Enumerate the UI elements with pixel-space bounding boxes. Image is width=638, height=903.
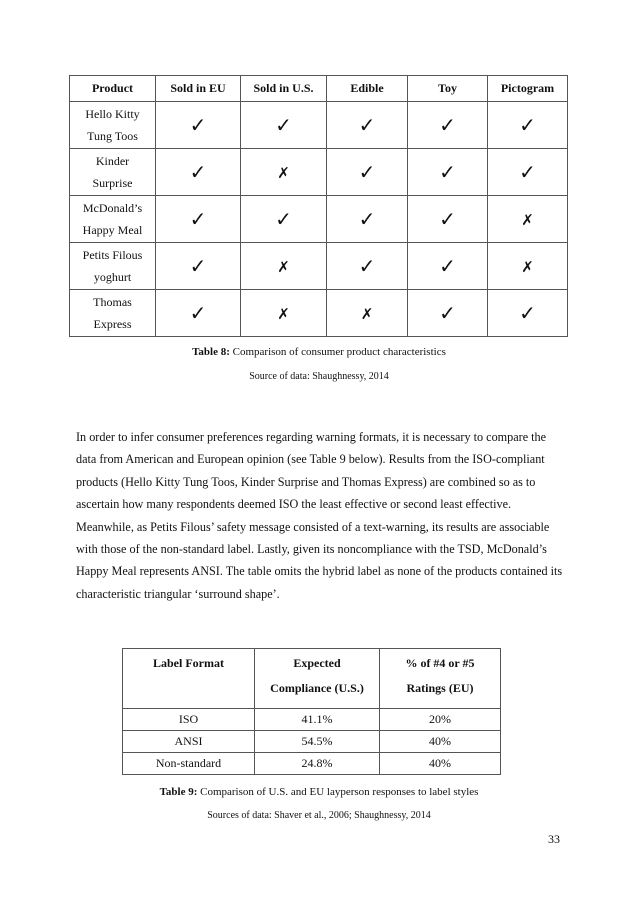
product-name-cell (70, 102, 156, 149)
label-format-table (122, 648, 501, 775)
table-cell (241, 149, 327, 196)
column-header: Toy (408, 76, 488, 102)
header-line: Expected (293, 656, 341, 670)
table-cell (408, 290, 488, 337)
table-row (70, 149, 568, 196)
table-cell (327, 290, 408, 337)
header-label: Label Format (153, 656, 224, 670)
product-name-cell (70, 196, 156, 243)
table-cell (408, 196, 488, 243)
check-mark-icon: ✓ (439, 253, 456, 278)
table-8-caption (0, 346, 638, 358)
check-mark-icon: ✓ (189, 300, 207, 325)
table-row (70, 196, 568, 243)
check-mark-icon: ✓ (439, 112, 456, 137)
product-name-line: Happy Meal (82, 223, 143, 237)
product-comparison-table (69, 75, 568, 337)
cross-mark-icon: ✗ (277, 304, 290, 323)
cross-mark-icon: ✗ (277, 163, 290, 182)
table-8-source: Source of data: Shaughnessy, 2014 (249, 371, 389, 382)
page-number: 33 (548, 832, 560, 846)
table-row (70, 243, 568, 290)
cross-mark-icon: ✗ (277, 257, 290, 276)
check-mark-icon: ✓ (189, 206, 207, 231)
column-header: Product (70, 76, 156, 102)
table-cell (488, 102, 568, 149)
table-cell: 54.5% (255, 731, 380, 753)
product-name-cell (70, 243, 156, 290)
table-cell: 41.1% (255, 709, 380, 731)
header-line: % of #4 or #5 (405, 656, 475, 670)
check-mark-icon: ✓ (189, 159, 207, 184)
product-name-line: yoghurt (93, 270, 132, 284)
product-name-line: Kinder (95, 154, 130, 168)
header-line: Ratings (EU) (406, 681, 474, 695)
column-header: Sold in U.S. (241, 76, 327, 102)
table-cell: ANSI (123, 731, 255, 753)
paragraph-text: In order to infer consumer preferences regarding warning formats, it is necessary to compare the data from American and European opinion (see Table 9 below). Results from the ISO-compliant products (Hello Kitty Tung Toos, Kinder Surprise and Thomas Express) are combined so as to ascertain how many respondents deemed ISO the least effective or second least effective. Meanwhile, as Petits Filous’ safety message consisted of a text-warning, its results are associable with those of the non-standard label. Lastly, given its noncompliance with the TSD, McDonald’s Happy Meal represents ANSI. The table omits the hybrid label as none of the products contained its characteristic triangular ‘surround shape’. (76, 430, 563, 601)
table-cell (241, 290, 327, 337)
check-mark-icon: ✓ (358, 253, 376, 278)
product-name-cell (70, 149, 156, 196)
table-cell: 24.8% (255, 753, 380, 775)
check-mark-icon: ✓ (519, 159, 536, 184)
table-cell (327, 149, 408, 196)
product-name-line: Hello Kitty (85, 107, 140, 121)
table-cell (327, 102, 408, 149)
table-row (123, 709, 501, 731)
product-name-line: Thomas (93, 295, 132, 309)
table-cell (408, 102, 488, 149)
product-name-line: Express (93, 317, 132, 331)
check-mark-icon: ✓ (439, 159, 456, 184)
table-row (123, 753, 501, 775)
table-cell (156, 243, 241, 290)
table-cell (408, 243, 488, 290)
table-cell: 40% (380, 753, 501, 775)
check-mark-icon: ✓ (189, 253, 207, 278)
product-name-line: Surprise (92, 176, 133, 190)
table-cell (241, 243, 327, 290)
table-cell (408, 149, 488, 196)
table-cell: Non-standard (123, 753, 255, 775)
table-header-row (70, 76, 568, 102)
table-cell (327, 243, 408, 290)
check-mark-icon: ✓ (358, 159, 376, 184)
column-header: Edible (327, 76, 408, 102)
check-mark-icon: ✓ (189, 112, 207, 137)
column-header (380, 649, 501, 709)
cross-mark-icon: ✗ (521, 210, 534, 229)
caption-text: Comparison of consumer product characteristics (229, 346, 446, 358)
table-cell (156, 290, 241, 337)
table-cell: 40% (380, 731, 501, 753)
table-row (123, 731, 501, 753)
check-mark-icon: ✓ (275, 112, 292, 137)
table-cell (156, 102, 241, 149)
table-header-row (123, 649, 501, 709)
product-name-line: Tung Toos (87, 129, 138, 143)
table-cell (488, 149, 568, 196)
table-cell (156, 196, 241, 243)
check-mark-icon: ✓ (275, 206, 292, 231)
caption-label: Table 9: (159, 786, 198, 798)
check-mark-icon: ✓ (358, 206, 376, 231)
check-mark-icon: ✓ (519, 112, 536, 137)
table-cell (488, 290, 568, 337)
product-name-line: Petits Filous (82, 248, 143, 262)
check-mark-icon: ✓ (439, 206, 456, 231)
column-header (123, 649, 255, 709)
table-9-caption (0, 786, 638, 798)
product-name-line: McDonald’s (82, 201, 143, 215)
table-cell (156, 149, 241, 196)
table-row (70, 290, 568, 337)
table-cell (241, 102, 327, 149)
table-cell: ISO (123, 709, 255, 731)
body-paragraph (76, 426, 566, 605)
table-cell (241, 196, 327, 243)
check-mark-icon: ✓ (439, 300, 456, 325)
header-line: Compliance (U.S.) (270, 681, 364, 695)
table-9-source: Sources of data: Shaver et al., 2006; Shaughnessy, 2014 (207, 810, 431, 821)
column-header: Sold in EU (156, 76, 241, 102)
check-mark-icon: ✓ (519, 300, 536, 325)
table-cell: 20% (380, 709, 501, 731)
cross-mark-icon: ✗ (521, 257, 534, 276)
table-cell (488, 243, 568, 290)
check-mark-icon: ✓ (358, 112, 376, 137)
cross-mark-icon: ✗ (360, 304, 374, 323)
table-cell (327, 196, 408, 243)
caption-text: Comparison of U.S. and EU layperson responses to label styles (197, 786, 479, 798)
caption-label: Table 8: (192, 346, 230, 358)
table-row (70, 102, 568, 149)
column-header (255, 649, 380, 709)
column-header: Pictogram (488, 76, 568, 102)
product-name-cell (70, 290, 156, 337)
table-cell (488, 196, 568, 243)
